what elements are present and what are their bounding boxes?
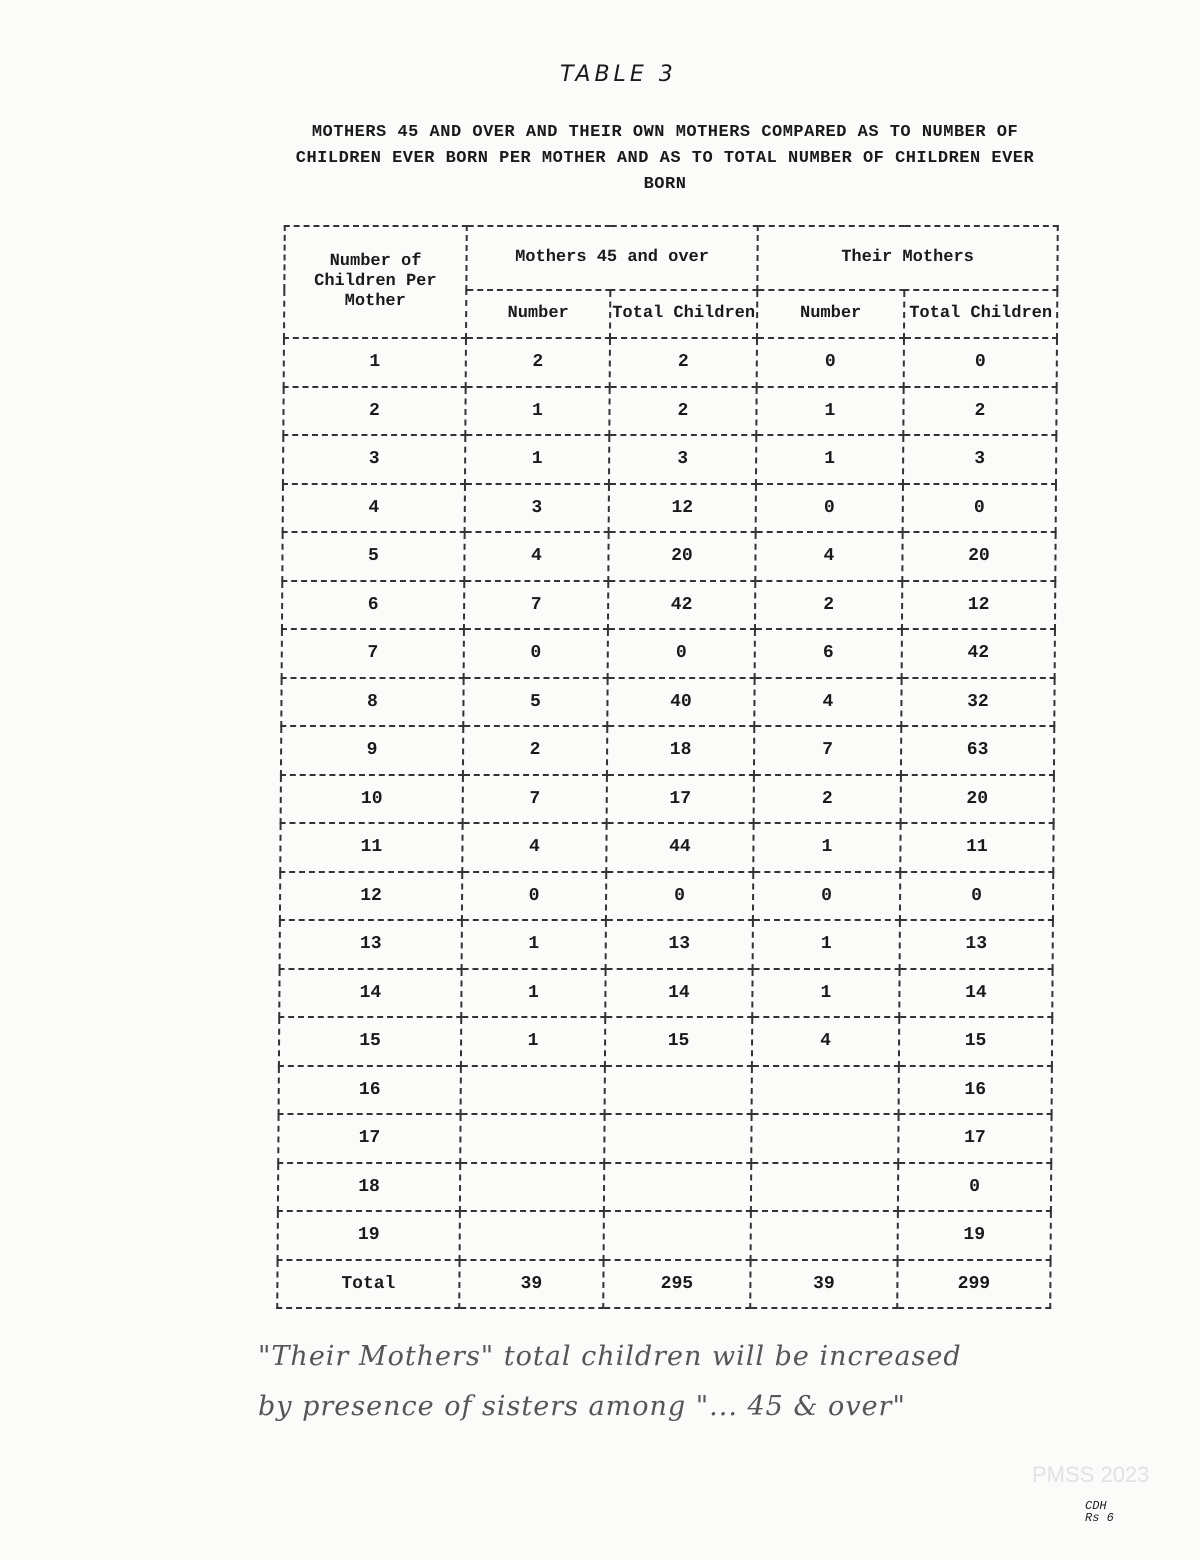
table-cell (752, 1066, 899, 1115)
table-cell: 0 (903, 484, 1056, 533)
table-cell: 2 (754, 775, 901, 824)
table-cell: 3 (903, 435, 1056, 484)
table-cell: 3 (283, 435, 465, 484)
table-cell: 7 (282, 629, 464, 678)
table-cell: 15 (605, 1017, 752, 1066)
handwritten-note (258, 1332, 1108, 1432)
table-cell: 0 (898, 1163, 1051, 1212)
table-cell: 20 (902, 532, 1055, 581)
table-cell: 14 (605, 969, 752, 1018)
table-subtitle: MOTHERS 45 AND OVER AND THEIR OWN MOTHERS COMPARED AS TO NUMBER OF CHILDREN EVER BORN PER MOTHER AND AS TO TOTAL NUMBER OF CHILDREN EVER BORN (295, 123, 1035, 194)
table-row (279, 1017, 1052, 1066)
table-cell (604, 1211, 751, 1260)
table-cell: 6 (282, 581, 464, 630)
header-their-mothers: Their Mothers (757, 226, 1057, 290)
table-cell: 3 (465, 484, 609, 533)
table-cell: 5 (463, 678, 607, 727)
note-line: by presence of sisters among "... 45 & over" (258, 1391, 906, 1422)
table-cell: 8 (281, 678, 463, 727)
table-cell: 39 (459, 1260, 603, 1309)
header-total-children: Total Children (610, 290, 757, 338)
table-cell: 1 (462, 920, 606, 969)
table-cell: 4 (464, 532, 608, 581)
table-cell: 39 (750, 1260, 897, 1309)
table-cell: 44 (606, 823, 753, 872)
table-cell: 14 (899, 969, 1052, 1018)
header-total-children: Total Children (904, 290, 1057, 338)
table-cell: 4 (752, 1017, 899, 1066)
table-cell: 40 (607, 678, 754, 727)
table-cell: 17 (278, 1114, 460, 1163)
table-cell: 4 (283, 484, 465, 533)
table-cell: 0 (900, 872, 1053, 921)
table-cell: 17 (898, 1114, 1051, 1163)
header-children-per-mother: Number of Children Per Mother (284, 226, 467, 338)
table-cell: 2 (755, 581, 902, 630)
table-cell: 2 (283, 387, 465, 436)
table-cell: 19 (278, 1211, 460, 1260)
table-title: TABLE 3 (560, 62, 677, 87)
table-cell: 63 (901, 726, 1054, 775)
table-cell: 1 (284, 338, 466, 387)
table-cell: 20 (901, 775, 1054, 824)
table-cell (605, 1066, 752, 1115)
table-cell (751, 1163, 898, 1212)
table-row (280, 823, 1053, 872)
table-cell: 13 (900, 920, 1053, 969)
table-row (284, 338, 1057, 387)
page-mark-line: Rs 6 (1085, 1511, 1114, 1525)
table-row (281, 775, 1054, 824)
table-row (279, 969, 1052, 1018)
table-cell: 9 (281, 726, 463, 775)
table-cell: 1 (465, 435, 609, 484)
table-row (278, 1114, 1051, 1163)
table-cell: 15 (279, 1017, 461, 1066)
table-cell: 1 (465, 387, 609, 436)
table-cell: 32 (901, 678, 1054, 727)
table-cell: 10 (281, 775, 463, 824)
table-row (282, 532, 1055, 581)
table-cell (604, 1114, 751, 1163)
table-cell: 13 (280, 920, 462, 969)
table-row (278, 1211, 1051, 1260)
table-cell: 0 (753, 872, 900, 921)
table-cell: 11 (280, 823, 462, 872)
table-cell: 16 (279, 1066, 461, 1115)
table-cell: 4 (754, 678, 901, 727)
data-table (276, 225, 1059, 1309)
table-row (280, 920, 1053, 969)
table-cell: 0 (904, 338, 1057, 387)
table-cell: 1 (753, 920, 900, 969)
table-cell: 16 (899, 1066, 1052, 1115)
table-cell: 12 (280, 872, 462, 921)
page-mark (1085, 1500, 1114, 1524)
table-cell: 3 (609, 435, 756, 484)
table-cell: 14 (279, 969, 461, 1018)
table-row (279, 1066, 1052, 1115)
table-row (281, 678, 1054, 727)
table-cell: 12 (902, 581, 1055, 630)
table-cell: 0 (756, 484, 903, 533)
table-cell: 11 (900, 823, 1053, 872)
table-cell: 1 (752, 969, 899, 1018)
table-cell: 12 (609, 484, 756, 533)
table-cell: 0 (464, 629, 608, 678)
table-cell: 295 (603, 1260, 750, 1309)
table-cell: 42 (608, 581, 755, 630)
table-cell (461, 1066, 605, 1115)
table-cell: 2 (466, 338, 610, 387)
table-cell (604, 1163, 751, 1212)
table-cell: 1 (756, 435, 903, 484)
table-row (282, 629, 1055, 678)
table-cell: 18 (278, 1163, 460, 1212)
table-row (283, 387, 1056, 436)
total-row (277, 1260, 1050, 1309)
table-cell: 7 (463, 775, 607, 824)
table-cell: 1 (756, 387, 903, 436)
page-mark-line: CDH (1085, 1499, 1107, 1513)
header-number: Number (757, 290, 904, 338)
table-row (278, 1163, 1051, 1212)
table-cell: 0 (462, 872, 606, 921)
table-cell: 7 (464, 581, 608, 630)
table-cell: 299 (897, 1260, 1050, 1309)
table-row (283, 435, 1056, 484)
table-cell: 0 (606, 872, 753, 921)
table-cell: 2 (903, 387, 1056, 436)
table-cell: Total (277, 1260, 459, 1309)
table-cell: 13 (606, 920, 753, 969)
table-cell: 2 (609, 387, 756, 436)
table-cell: 2 (610, 338, 757, 387)
table-cell: 1 (753, 823, 900, 872)
table-row (282, 581, 1055, 630)
table-cell: 6 (755, 629, 902, 678)
table-cell: 15 (899, 1017, 1052, 1066)
table-cell (460, 1211, 604, 1260)
table-row (280, 872, 1053, 921)
table-cell: 18 (607, 726, 754, 775)
table-cell: 5 (282, 532, 464, 581)
table-cell: 4 (755, 532, 902, 581)
table-cell: 2 (463, 726, 607, 775)
table-cell: 1 (461, 969, 605, 1018)
table-cell: 19 (898, 1211, 1051, 1260)
table-cell: 7 (754, 726, 901, 775)
table-cell: 0 (757, 338, 904, 387)
table-cell (460, 1163, 604, 1212)
watermark: PMSS 2023 (1032, 1462, 1150, 1487)
note-line: "Their Mothers" total children will be increased (258, 1341, 962, 1372)
table-cell: 0 (608, 629, 755, 678)
table-cell: 42 (902, 629, 1055, 678)
table-cell (751, 1211, 898, 1260)
table-cell: 17 (607, 775, 754, 824)
table-cell (460, 1114, 604, 1163)
table-row (283, 484, 1056, 533)
header-number: Number (466, 290, 610, 338)
table-cell: 4 (462, 823, 606, 872)
table-row (281, 726, 1054, 775)
table-cell (751, 1114, 898, 1163)
header-mothers-45-over: Mothers 45 and over (466, 226, 757, 290)
table-cell: 1 (461, 1017, 605, 1066)
table-cell: 20 (608, 532, 755, 581)
